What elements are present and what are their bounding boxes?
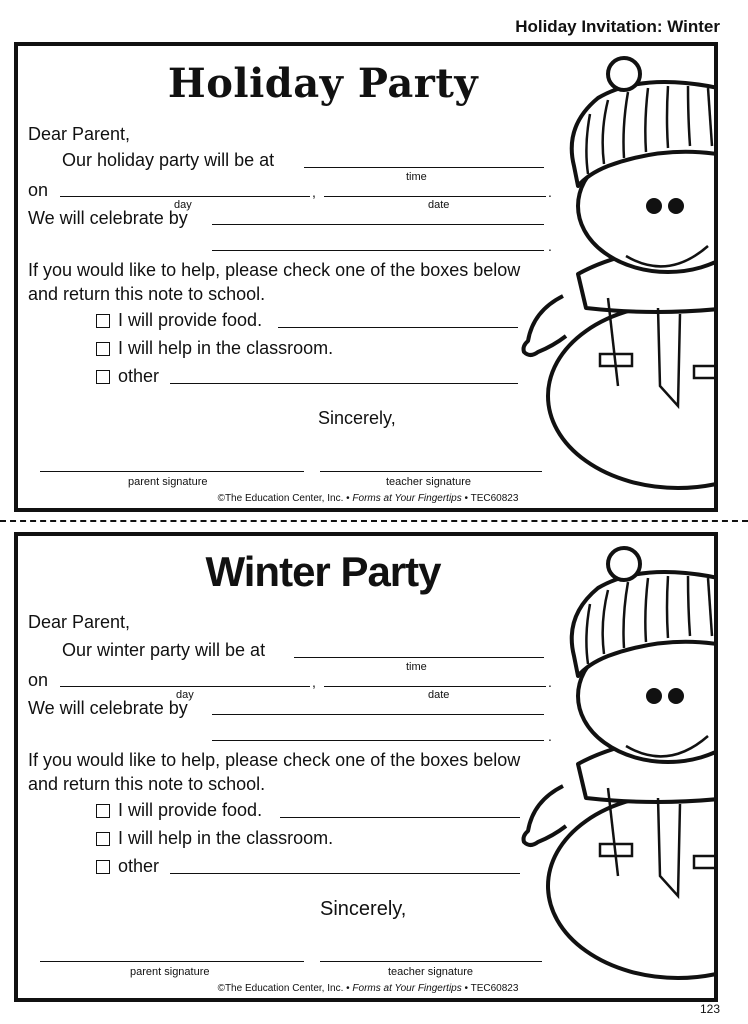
on-label: on xyxy=(28,180,49,200)
comma: , xyxy=(312,674,316,690)
classroom-option-label: I will help in the classroom. xyxy=(118,828,334,848)
food-checkbox[interactable] xyxy=(96,314,110,328)
other-option-label: other xyxy=(118,366,160,386)
other-field[interactable] xyxy=(170,873,520,874)
copyright-title: Forms at Your Fingertips xyxy=(352,493,462,504)
period: . xyxy=(548,728,552,744)
period: . xyxy=(548,674,552,690)
on-label: on xyxy=(28,670,49,690)
other-field[interactable] xyxy=(170,383,518,384)
celebrate-text: We will celebrate by xyxy=(28,698,188,718)
cut-line xyxy=(0,520,748,522)
teacher-signature-label: teacher signature xyxy=(388,966,473,978)
help-text-2: and return this note to school. xyxy=(28,284,266,304)
other-option-label: other xyxy=(118,856,160,876)
invitation-card-holiday xyxy=(14,42,718,512)
snowman-illustration xyxy=(508,536,718,1002)
food-checkbox[interactable] xyxy=(96,804,110,818)
greeting: Dear Parent, xyxy=(28,124,131,144)
day-label: day xyxy=(174,199,192,211)
celebrate-field-2[interactable] xyxy=(212,740,544,741)
copyright-prefix: ©The Education Center, Inc. • xyxy=(217,983,350,994)
day-label: day xyxy=(176,689,194,701)
copyright-prefix: ©The Education Center, Inc. • xyxy=(217,493,350,504)
page-number: 123 xyxy=(699,1002,720,1016)
classroom-option-label: I will help in the classroom. xyxy=(118,338,334,358)
teacher-signature-label: teacher signature xyxy=(386,476,471,488)
card-title: Winter Party xyxy=(205,548,441,595)
day-field[interactable] xyxy=(60,196,310,197)
parent-signature-line[interactable] xyxy=(40,961,304,962)
comma: , xyxy=(312,184,316,200)
parent-signature-label: parent signature xyxy=(128,476,208,488)
date-label: date xyxy=(428,689,450,701)
celebrate-field[interactable] xyxy=(212,714,544,715)
snowman-illustration xyxy=(508,46,718,512)
celebrate-field[interactable] xyxy=(212,224,544,225)
food-option-label: I will provide food. xyxy=(118,800,263,820)
food-field[interactable] xyxy=(278,327,518,328)
invitation-card-winter xyxy=(14,532,718,1002)
parent-signature-line[interactable] xyxy=(40,471,304,472)
date-label: date xyxy=(428,199,450,211)
closing: Sincerely, xyxy=(320,898,407,920)
copyright-suffix: • TEC60823 xyxy=(464,983,519,994)
greeting: Dear Parent, xyxy=(28,612,131,632)
food-field[interactable] xyxy=(280,817,520,818)
help-text-2: and return this note to school. xyxy=(28,774,266,794)
celebrate-field-2[interactable] xyxy=(212,250,544,251)
time-label: time xyxy=(406,661,427,673)
time-field[interactable] xyxy=(294,657,544,658)
other-checkbox[interactable] xyxy=(96,370,110,384)
party-at-text: Our holiday party will be at xyxy=(62,150,275,170)
classroom-checkbox[interactable] xyxy=(96,342,110,356)
parent-signature-label: parent signature xyxy=(130,966,210,978)
celebrate-text: We will celebrate by xyxy=(28,208,188,228)
help-text-1: If you would like to help, please check one of the boxes below xyxy=(28,260,521,280)
copyright-suffix: • TEC60823 xyxy=(464,493,519,504)
classroom-checkbox[interactable] xyxy=(96,832,110,846)
copyright-title: Forms at Your Fingertips xyxy=(352,983,462,994)
food-option-label: I will provide food. xyxy=(118,310,263,330)
time-label: time xyxy=(406,171,427,183)
help-text-1: If you would like to help, please check one of the boxes below xyxy=(28,750,521,770)
period: . xyxy=(548,184,552,200)
day-field[interactable] xyxy=(60,686,310,687)
closing: Sincerely, xyxy=(318,408,396,428)
party-at-text: Our winter party will be at xyxy=(62,640,266,660)
page-header-label: Holiday Invitation: Winter xyxy=(515,17,720,36)
other-checkbox[interactable] xyxy=(96,860,110,874)
card-title: Holiday Party xyxy=(167,60,479,107)
period: . xyxy=(548,238,552,254)
